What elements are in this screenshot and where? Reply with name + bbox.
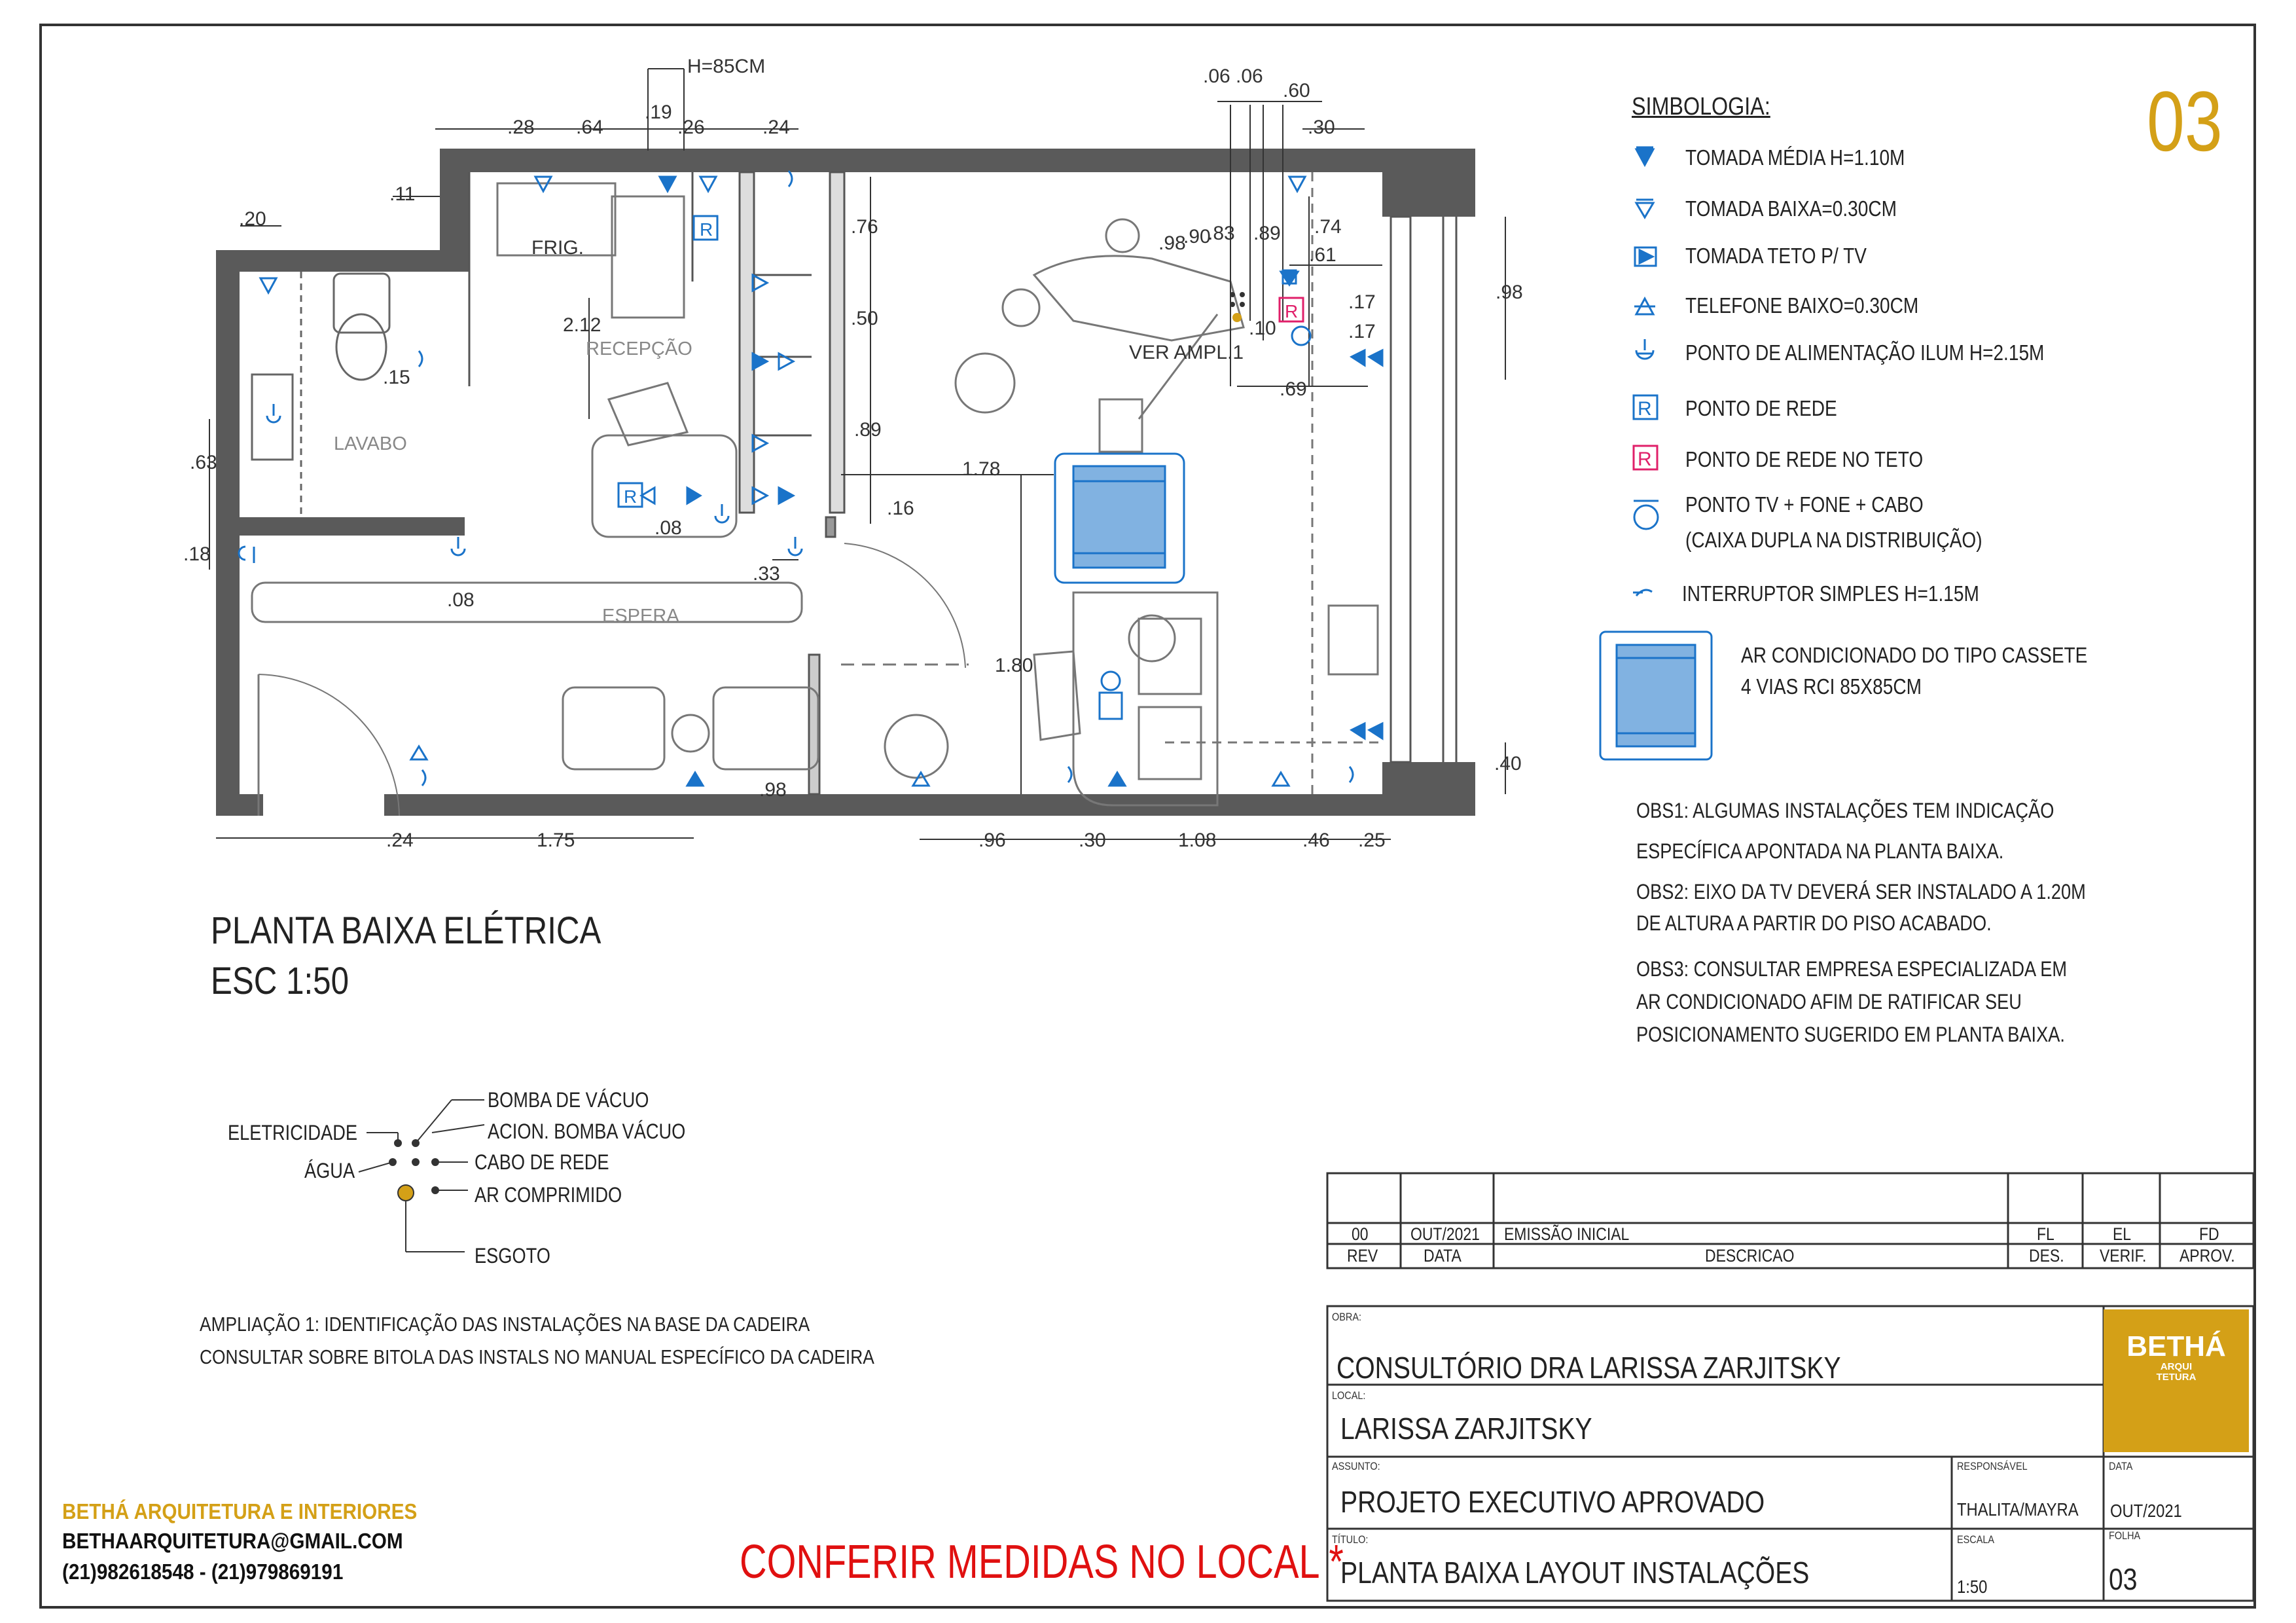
room-label-ampliacao: VER AMPL.1 bbox=[1129, 342, 1244, 363]
wall-bottom-left-stub bbox=[216, 794, 263, 816]
obs2-line1: OBS2: EIXO DA TV DEVERÁ SER INSTALADO A 1.20M bbox=[1636, 880, 2086, 903]
legend-item-tv-phone-cable-note: (CAIXA DUPLA NA DISTRIBUIÇÃO) bbox=[1685, 528, 1982, 552]
legend-item-outlet-medium: TOMADA MÉDIA H=1.10M bbox=[1685, 145, 1905, 170]
dim-label: .40 bbox=[1494, 753, 1522, 775]
dim-label: .15 bbox=[383, 367, 410, 388]
rev-aprov: FD bbox=[2199, 1224, 2219, 1244]
svg-text:R: R bbox=[1638, 398, 1652, 420]
legend-item-ceiling-tv-outlet: TOMADA TETO P/ TV bbox=[1685, 244, 1867, 268]
tb-local: LARISSA ZARJITSKY bbox=[1340, 1412, 1592, 1446]
obs2-line2: DE ALTURA A PARTIR DO PISO ACABADO. bbox=[1636, 911, 1992, 935]
rev-des: FL bbox=[2037, 1224, 2054, 1244]
dim-label: 1.80 bbox=[995, 655, 1033, 676]
chair-label-vacuum-trigger: ACION. BOMBA VÁCUO bbox=[488, 1120, 686, 1143]
chair-base-note-1: AMPLIAÇÃO 1: IDENTIFICAÇÃO DAS INSTALAÇÕES NA BASE DA CADEIRA bbox=[200, 1313, 810, 1336]
dim-label: .19 bbox=[645, 101, 672, 123]
rev-header-rev: REV bbox=[1347, 1246, 1378, 1266]
dim-label: .74 bbox=[1314, 216, 1342, 238]
chair-base-detail bbox=[359, 1100, 484, 1252]
tb-responsavel: THALITA/MAYRA bbox=[1957, 1499, 2079, 1520]
rev-header-descricao: DESCRICAO bbox=[1705, 1246, 1795, 1266]
dim-label: .83 bbox=[1208, 223, 1235, 244]
rev-verif: EL bbox=[2113, 1224, 2132, 1244]
obs3-line2: AR CONDICIONADO AFIM DE RATIFICAR SEU bbox=[1636, 990, 2022, 1013]
waiting-furniture bbox=[252, 543, 969, 816]
dim-label: 1.75 bbox=[537, 830, 575, 851]
chair-label-electricity: ELETRICIDADE bbox=[228, 1121, 357, 1144]
tb-local-label: LOCAL: bbox=[1332, 1389, 1366, 1402]
plan-title: PLANTA BAIXA ELÉTRICA bbox=[211, 909, 601, 952]
logo-sub-text bbox=[2104, 1362, 2249, 1383]
dim-label: .16 bbox=[887, 498, 914, 519]
dim-label: H=85CM bbox=[687, 56, 766, 77]
wall-right-upper bbox=[1382, 149, 1475, 217]
tb-obra: CONSULTÓRIO DRA LARISSA ZARJITSKY bbox=[1336, 1351, 1841, 1385]
dim-label: .60 bbox=[1283, 80, 1310, 101]
dim-label: .17 bbox=[1348, 291, 1376, 313]
room-label-lavabo: LAVABO bbox=[334, 433, 407, 454]
dim-label: .11 bbox=[389, 183, 416, 205]
tb-folha-label: FOLHA bbox=[2109, 1529, 2141, 1542]
wall-lavabo-top bbox=[216, 250, 469, 272]
room-label-espera: ESPERA bbox=[602, 606, 679, 627]
room-label-recepcao: RECEPÇÃO bbox=[586, 338, 692, 359]
rev-header-data: DATA bbox=[1424, 1246, 1462, 1266]
dim-label: .98 bbox=[759, 779, 787, 801]
dim-label: .46 bbox=[1302, 830, 1330, 851]
tb-assunto-label: ASSUNTO: bbox=[1332, 1460, 1380, 1472]
tb-responsavel-label: RESPONSÁVEL bbox=[1957, 1460, 2028, 1472]
chair-label-water: ÁGUA bbox=[304, 1159, 355, 1182]
dim-label: .63 bbox=[190, 452, 217, 473]
dim-label: .26 bbox=[677, 117, 705, 138]
dim-label: 2.12 bbox=[563, 314, 601, 336]
tb-titulo: PLANTA BAIXA LAYOUT INSTALAÇÕES bbox=[1340, 1556, 1810, 1590]
company-phones: (21)982618548 - (21)979869191 bbox=[62, 1559, 344, 1584]
rev-header-verif: VERIF. bbox=[2100, 1246, 2147, 1266]
dim-label: .64 bbox=[576, 117, 603, 138]
dim-label: 1.78 bbox=[962, 458, 1001, 480]
plan-switches bbox=[419, 171, 1353, 786]
dim-label: .90 bbox=[1183, 226, 1211, 247]
dim-label: 1.08 bbox=[1178, 830, 1217, 851]
dim-label: .89 bbox=[854, 419, 882, 441]
logo-main-text: BETHÁ bbox=[2126, 1330, 2226, 1362]
tb-data: OUT/2021 bbox=[2110, 1501, 2182, 1521]
dim-label: .61 bbox=[1309, 244, 1336, 266]
legend-item-ceiling-network: PONTO DE REDE NO TETO bbox=[1685, 447, 1924, 471]
svg-text:R: R bbox=[624, 486, 637, 507]
dim-label: .06 bbox=[1236, 65, 1263, 87]
plan-light-points bbox=[239, 404, 802, 563]
partitions bbox=[469, 172, 844, 794]
ac-cassette-plan bbox=[1055, 454, 1184, 583]
dim-label: .10 bbox=[1249, 318, 1276, 339]
tb-data-label: DATA bbox=[2109, 1460, 2133, 1472]
sheet-number: 03 bbox=[2147, 73, 2223, 169]
legend-R-letters bbox=[1638, 398, 1652, 470]
rev-header-des: DES. bbox=[2029, 1246, 2064, 1266]
dim-label: .76 bbox=[851, 216, 878, 238]
tb-folha: 03 bbox=[2109, 1562, 2138, 1596]
dim-label: .28 bbox=[507, 117, 535, 138]
chair-label-sewage: ESGOTO bbox=[475, 1244, 550, 1267]
dim-label: .30 bbox=[1308, 117, 1335, 138]
dim-label: .18 bbox=[183, 543, 211, 565]
chair-label-compressed-air: AR COMPRIMIDO bbox=[475, 1183, 622, 1207]
company-email: BETHAARQUITETURA@GMAIL.COM bbox=[62, 1529, 403, 1553]
legend-item-cassette-ac-model: 4 VIAS RCI 85X85CM bbox=[1741, 674, 1922, 699]
svg-text:R: R bbox=[1638, 448, 1652, 470]
legend-item-outlet-low: TOMADA BAIXA=0.30CM bbox=[1685, 196, 1897, 221]
obs3-line1: OBS3: CONSULTAR EMPRESA ESPECIALIZADA EM bbox=[1636, 957, 2068, 981]
dim-label: .06 bbox=[1203, 65, 1230, 87]
dim-label: .89 bbox=[1253, 223, 1281, 244]
rev-header-aprov: APROV. bbox=[2179, 1246, 2235, 1266]
lavabo-fixtures bbox=[252, 272, 389, 517]
dim-label: .69 bbox=[1280, 378, 1307, 400]
dim-label: .17 bbox=[1348, 321, 1376, 342]
dim-label: .98 bbox=[1496, 282, 1523, 303]
dim-label: .50 bbox=[851, 308, 878, 329]
company-logo bbox=[2104, 1309, 2249, 1452]
logo-sub-line-2: TETURA bbox=[2156, 1372, 2197, 1383]
rev-number: 00 bbox=[1352, 1224, 1369, 1244]
dim-label: .08 bbox=[655, 517, 682, 539]
legend-item-cassette-ac: AR CONDICIONADO DO TIPO CASSETE bbox=[1741, 643, 2088, 667]
company-name: BETHÁ ARQUITETURA E INTERIORES bbox=[62, 1499, 418, 1523]
legend-item-tv-phone-cable: PONTO TV + FONE + CABO bbox=[1685, 492, 1924, 517]
dim-label: .20 bbox=[239, 208, 266, 230]
window-right bbox=[1391, 217, 1456, 762]
obs1-line1: OBS1: ALGUMAS INSTALAÇÕES TEM INDICAÇÃO bbox=[1636, 799, 2054, 822]
room-label-frig: FRIG. bbox=[531, 237, 584, 259]
logo-sub-line-1: ARQUI bbox=[2160, 1361, 2193, 1372]
tb-escala: 1:50 bbox=[1957, 1577, 1988, 1597]
tb-assunto: PROJETO EXECUTIVO APROVADO bbox=[1340, 1485, 1765, 1519]
dim-label: .24 bbox=[386, 830, 414, 851]
plan-scale: ESC 1:50 bbox=[211, 960, 350, 1002]
wall-lavabo-bottom bbox=[216, 517, 465, 536]
dim-label: .30 bbox=[1079, 830, 1106, 851]
obs1-line2: ESPECÍFICA APONTADA NA PLANTA BAIXA. bbox=[1636, 839, 2004, 863]
dim-label: .08 bbox=[447, 589, 475, 611]
wall-top bbox=[440, 149, 1475, 172]
rev-date: OUT/2021 bbox=[1410, 1224, 1480, 1244]
warning-check-measures: CONFERIR MEDIDAS NO LOCAL * bbox=[740, 1536, 1344, 1588]
walls bbox=[216, 149, 1475, 816]
chair-label-network-cable: CABO DE REDE bbox=[475, 1150, 609, 1174]
svg-text:R: R bbox=[1285, 301, 1299, 321]
legend-item-light-point: PONTO DE ALIMENTAÇÃO ILUM H=2.15M bbox=[1685, 340, 2045, 365]
dim-label: .33 bbox=[753, 563, 780, 585]
dim-label: .98 bbox=[1158, 232, 1186, 254]
legend-title: SIMBOLOGIA: bbox=[1632, 93, 1770, 120]
chair-base-note-2: CONSULTAR SOBRE BITOLA DAS INSTALS NO MANUAL ESPECÍFICO DA CADEIRA bbox=[200, 1345, 874, 1368]
dim-label: .24 bbox=[762, 117, 790, 138]
dim-label: .96 bbox=[978, 830, 1006, 851]
svg-text:R: R bbox=[700, 219, 713, 240]
chair-label-vacuum-pump: BOMBA DE VÁCUO bbox=[488, 1088, 649, 1112]
rev-description: EMISSÃO INICIAL bbox=[1504, 1224, 1630, 1244]
wall-bottom bbox=[384, 794, 1475, 816]
wall-left-top-step bbox=[440, 149, 469, 250]
tb-escala-label: ESCALA bbox=[1957, 1533, 1995, 1546]
dim-label: .25 bbox=[1358, 830, 1386, 851]
tb-obra-label: OBRA: bbox=[1332, 1311, 1361, 1323]
tb-titulo-label: TÍTULO: bbox=[1332, 1533, 1369, 1546]
legend-item-switch: INTERRUPTOR SIMPLES H=1.15M bbox=[1682, 581, 1979, 606]
obs3-line3: POSICIONAMENTO SUGERIDO EM PLANTA BAIXA. bbox=[1636, 1023, 2065, 1046]
legend-item-phone-outlet: TELEFONE BAIXO=0.30CM bbox=[1685, 293, 1919, 318]
legend-item-network-point: PONTO DE REDE bbox=[1685, 396, 1837, 420]
